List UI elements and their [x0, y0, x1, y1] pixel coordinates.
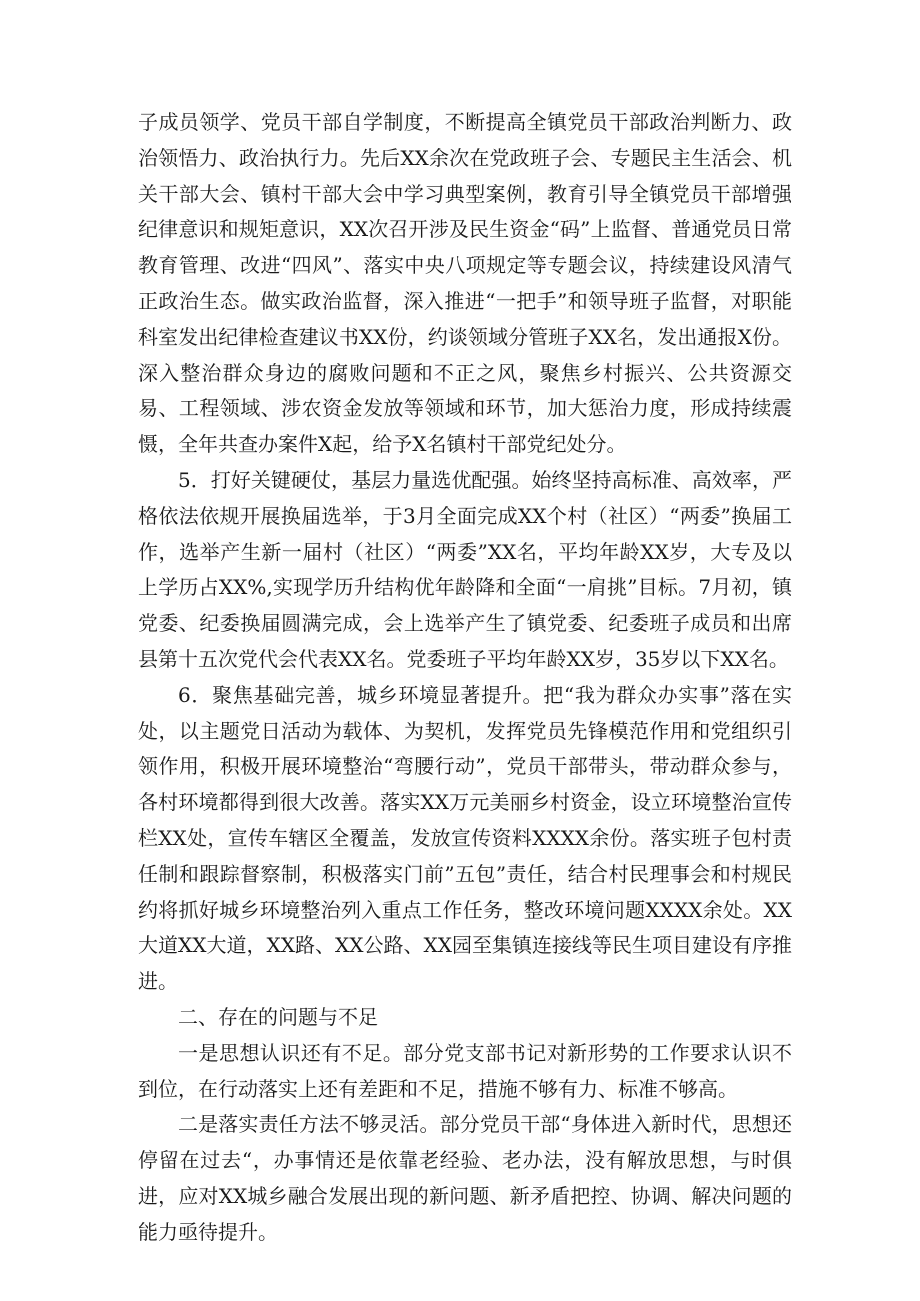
paragraph-discipline: 子成员领学、党员干部自学制度，不断提高全镇党员干部政治判断力、政治领悟力、政治执行力。先后XX余次在党政班子会、专题民主生活会、机关干部大会、镇村干部大会中学习典型案例，教育引导全镇党员干部增强纪律意识和规矩意识，XX次召开涉及民生资金“码”上监督、普通党员日常教育管理、改进“四风”、落实中央八项规定等专题会议，持续建设风清气正政治生态。做实政治监督，深入推进“一把手”和领导班子监督，对职能科室发出纪律检查建议书XX份，约谈领域分管班子XX名，发出通报X份。深入整治群众身边的腐败问题和不正之风，聚焦乡村振兴、公共资源交易、工程领域、涉农资金发放等领域和环节，加大惩治力度，形成持续震慑，全年共查办案件X起，给予X名镇村干部党纪处分。: [138, 110, 792, 457]
section-heading-problems: 二、存在的问题与不足: [178, 1004, 378, 1029]
paragraph-point-6: 6．聚焦基础完善，城乡环境显著提升。把“我为群众办实事”落在实处，以主题党日活动为载体、为契机，发挥党员先锋模范作用和党组织引领作用，积极开展环境整治“弯腰行动”，党员干部带头，带动群众参与，各村环境都得到很大改善。落实XX万元美丽乡村资金，设立环境整治宣传栏XX处，宣传车辖区全覆盖，发放宣传资料XXXX余份。落实班子包村责任制和跟踪督察制，积极落实门前”五包”责任，结合村民理事会和村规民约将抓好城乡环境整治列入重点工作任务，整改环境问题XXXX余处。XX大道XX大道，XX路、XX公路、XX园至集镇连接线等民生项目建设有序推进。: [138, 682, 792, 994]
document-page: [138, 105, 792, 1251]
paragraph-problem-2: 二是落实责任方法不够灵活。部分党员干部“身体进入新时代，思想还停留在过去“，办事情还是依靠老经验、老办法，没有解放思想，与时俱进，应对XX城乡融合发展出现的新问题、新矛盾把控、协调、解决问题的能力亟待提升。: [138, 1112, 792, 1244]
paragraph-point-5: 5．打好关键硬仗，基层力量选优配强。始终坚持高标准、高效率，严格依法依规开展换届选举，于3月全面完成XX个村（社区）“两委”换届工作，选举产生新一届村（社区）“两委”XX名，平均年龄XX岁，大专及以上学历占XX%,实现学历升结构优年龄降和全面“一肩挑”目标。7月初，镇党委、纪委换届圆满完成，会上选举产生了镇党委、纪委班子成员和出席县第十五次党代会代表XX名。党委班子平均年龄XX岁，35岁以下XX名。: [138, 467, 792, 671]
paragraph-problem-1: 一是思想认识还有不足。部分党支部书记对新形势的工作要求认识不到位，在行动落实上还有差距和不足，措施不够有力、标准不够高。: [138, 1040, 792, 1101]
